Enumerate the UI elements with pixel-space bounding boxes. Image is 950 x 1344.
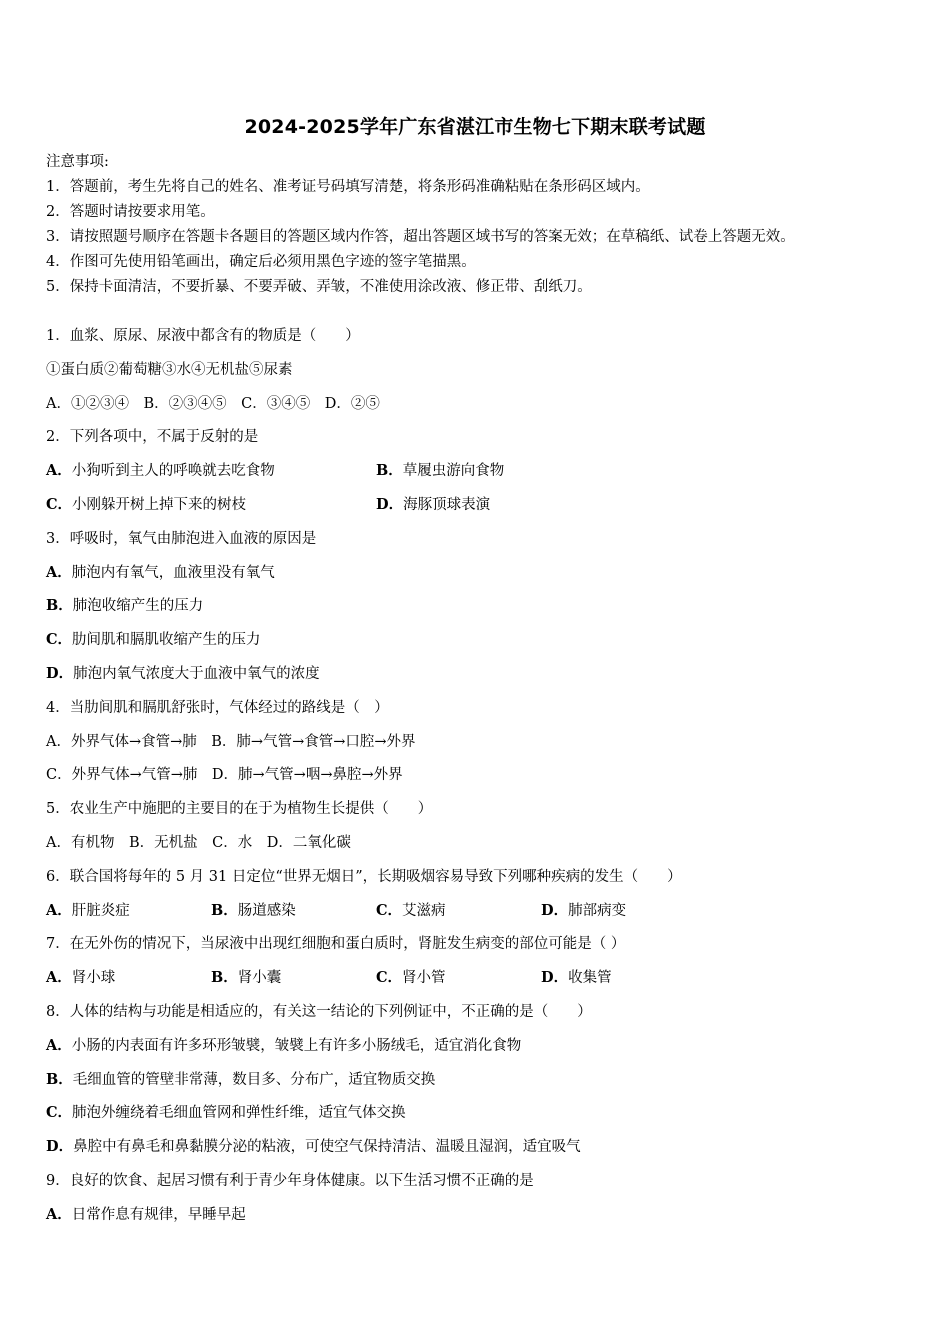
question-1-stem: 1．血浆、原尿、尿液中都含有的物质是（ ）	[46, 328, 360, 344]
question-4-stem: 4．当肋间肌和膈肌舒张时，气体经过的路线是（ ）	[46, 699, 389, 716]
question-4-options-row: C．外界气体→气管→肺 D．肺→气管→咽→鼻腔→外界	[46, 767, 403, 784]
option-b	[211, 897, 376, 925]
option-key: B．	[211, 969, 238, 987]
question-7-stem: 7．在无外伤的情况下，当尿液中出现红细胞和蛋白质时，肾脏发生病变的部位可能是（ ）	[46, 936, 626, 953]
option-key: A．	[46, 901, 72, 919]
option-text: 小肠的内表面有许多环形皱襞，皱襞上有许多小肠绒毛，适宜消化食物	[71, 1037, 522, 1054]
option-key: D．	[541, 969, 569, 987]
option-d	[541, 897, 626, 925]
option-text: 肋间肌和膈肌收缩产生的压力	[72, 632, 261, 649]
option-a	[46, 1201, 682, 1235]
notice-item: 1．答题前，考生先将自己的姓名、准考证号码填写清楚，将条形码准确粘贴在条形码区域内。	[46, 179, 650, 195]
option-text: 肾小囊	[237, 970, 282, 987]
notice-item: 2．答题时请按要求用笔。	[46, 204, 215, 220]
option-d	[541, 964, 612, 992]
option-text: 肠道感染	[237, 902, 296, 919]
question-2-options-row	[46, 457, 682, 491]
option-key: D．	[46, 664, 74, 682]
option-key: D．	[46, 1138, 74, 1156]
option-key: D．	[541, 901, 569, 919]
option-c	[376, 964, 541, 992]
option-text: 肺泡收缩产生的压力	[72, 598, 204, 615]
option-d	[376, 491, 490, 519]
option-text: 毛细血管的管壁非常薄，数目多、分布广，适宜物质交换	[72, 1071, 436, 1088]
option-key: C．	[46, 495, 73, 513]
option-b	[376, 457, 504, 485]
option-a	[46, 964, 211, 992]
notice-section	[46, 150, 795, 300]
option-b	[211, 964, 376, 992]
option-key: C．	[46, 631, 73, 649]
option-text: 艾滋病	[402, 902, 446, 919]
question-7-options-row	[46, 964, 682, 998]
option-key: B．	[376, 462, 403, 480]
option-d	[46, 660, 682, 694]
notice-item: 5．保持卡面清洁，不要折暴、不要弄破、弄皱，不准使用涂改液、修正带、刮纸刀。	[46, 279, 592, 295]
option-text: 小狗听到主人的呼唤就去吃食物	[71, 463, 275, 480]
question-4-options-row: A．外界气体→食管→肺 B．肺→气管→食管→口腔→外界	[46, 733, 416, 750]
option-a	[46, 457, 376, 485]
option-text: 草履虫游向食物	[402, 463, 505, 480]
option-a	[46, 897, 211, 925]
question-9-stem: 9．良好的饮食、起居习惯有利于青少年身体健康。以下生活习惯不正确的是	[46, 1172, 534, 1189]
option-c	[376, 897, 541, 925]
question-6-options-row	[46, 897, 682, 931]
option-key: A．	[46, 563, 72, 581]
option-d	[46, 1133, 682, 1167]
option-a	[46, 1032, 682, 1066]
option-text: 肺泡内氧气浓度大于血液中氧气的浓度	[73, 665, 320, 682]
question-6-stem: 6．联合国将每年的 5 月 31 日定位“世界无烟日”，长期吸烟容易导致下列哪种疾病的发生（ ）	[46, 868, 682, 885]
option-text: 肺部病变	[568, 902, 627, 919]
question-1-options: A．①②③④ B．②③④⑤ C．③④⑤ D．②⑤	[46, 395, 380, 412]
option-key: A．	[46, 1036, 72, 1054]
exam-title: 2024-2025学年广东省湛江市生物七下期末联考试题	[244, 116, 706, 138]
option-text: 肾小球	[71, 970, 116, 987]
option-text: 小刚躲开树上掉下来的树枝	[72, 496, 247, 513]
question-2-options-row	[46, 491, 682, 525]
option-key: A．	[46, 1205, 72, 1223]
question-2-stem: 2．下列各项中，不属于反射的是	[46, 429, 259, 446]
option-key: C．	[46, 1104, 73, 1122]
option-c	[46, 491, 376, 519]
notice-heading: 注意事项:	[46, 154, 109, 170]
option-text: 肾小管	[402, 970, 446, 987]
option-key: D．	[376, 495, 404, 513]
option-key: B．	[211, 901, 238, 919]
option-key: C．	[376, 901, 403, 919]
notice-item: 4．作图可先使用铅笔画出，确定后必须用黑色字迹的签字笔描黑。	[46, 254, 476, 270]
option-a	[46, 559, 682, 593]
option-key: B．	[46, 1070, 73, 1088]
option-key: A．	[46, 969, 72, 987]
option-text: 肺泡外缠绕着毛细血管网和弹性纤维，适宜气体交换	[72, 1105, 406, 1122]
question-5-stem: 5．农业生产中施肥的主要目的在于为植物生长提供（ ）	[46, 801, 433, 818]
option-text: 肺泡内有氧气，血液里没有氧气	[71, 564, 275, 581]
option-c	[46, 626, 682, 660]
option-b	[46, 1066, 682, 1100]
option-c	[46, 1099, 682, 1133]
question-3-stem: 3．呼吸时，氧气由肺泡进入血液的原因是	[46, 530, 317, 547]
question-list	[46, 322, 682, 1235]
option-key: C．	[376, 969, 403, 987]
question-5-options: A．有机物 B．无机盐 C．水 D．二氧化碳	[46, 834, 351, 851]
option-key: A．	[46, 462, 72, 480]
option-text: 鼻腔中有鼻毛和鼻黏膜分泌的粘液，可使空气保持清洁、温暖且湿润，适宜吸气	[73, 1139, 581, 1156]
option-text: 海豚顶球表演	[403, 496, 491, 513]
notice-item: 3．请按照题号顺序在答题卡各题目的答题区域内作答，超出答题区域书写的答案无效；在草稿纸、试卷上答题无效。	[46, 229, 795, 245]
option-text: 日常作息有规律，早睡早起	[71, 1206, 246, 1223]
question-8-stem: 8．人体的结构与功能是相适应的，有关这一结论的下列例证中，不正确的是（ ）	[46, 1003, 592, 1020]
option-text: 肝脏炎症	[71, 902, 130, 919]
option-key: B．	[46, 597, 73, 615]
option-b	[46, 592, 682, 626]
question-1-choices: ①蛋白质②葡萄糖③水④无机盐⑤尿素	[46, 361, 293, 378]
option-text: 收集管	[568, 970, 612, 987]
